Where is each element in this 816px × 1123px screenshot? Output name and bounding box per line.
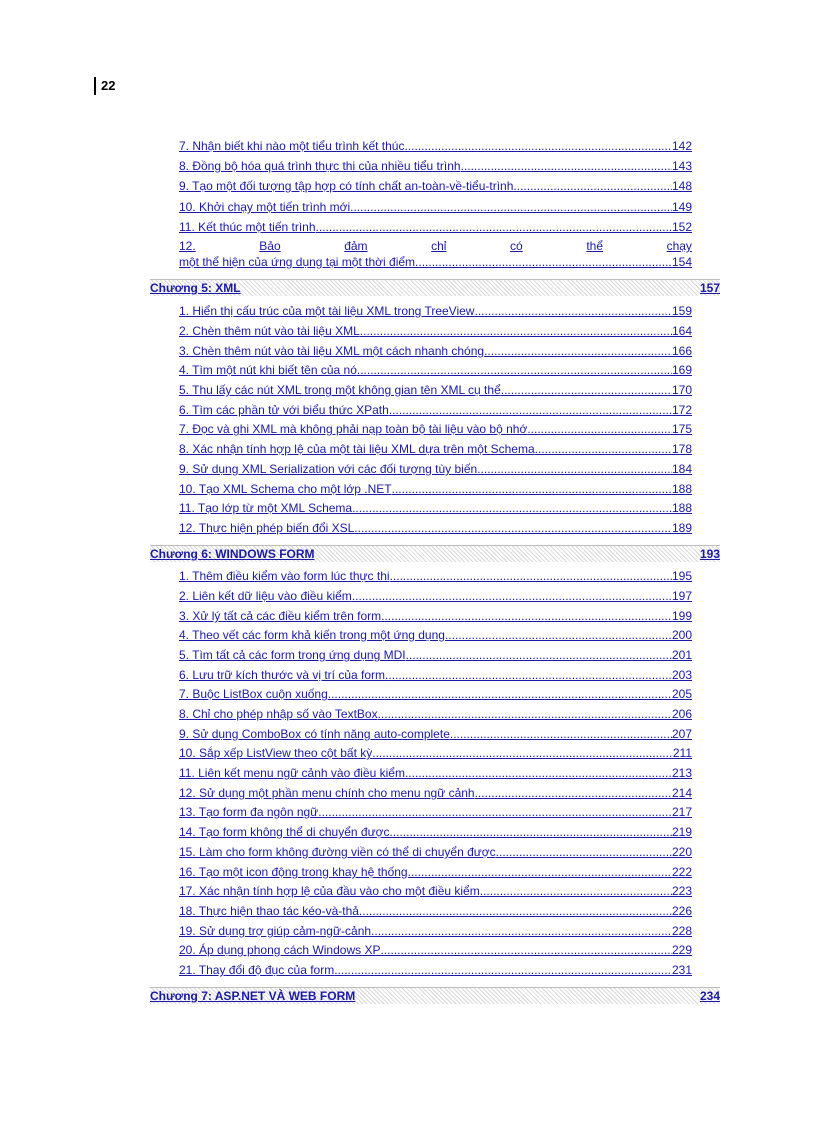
toc-entry[interactable]: 17. Xác nhận tính hợp lệ của đầu vào cho một điều kiểm ..... 223 <box>179 882 692 898</box>
toc-entry[interactable]: 12. Thực hiện phép biến đổi XSL ..... 189 <box>179 519 692 535</box>
toc-entry[interactable]: 10. Sắp xếp ListView theo cột bất kỳ ..... 211 <box>179 744 692 760</box>
toc-entry[interactable]: 9. Sử dụng ComboBox có tính năng auto-complete ..... 207 <box>179 725 692 741</box>
toc-entry[interactable]: 7. Buộc ListBox cuộn xuống ..... 205 <box>179 685 692 701</box>
toc-entry[interactable]: 13. Tạo form đa ngôn ngữ ..... 217 <box>179 803 692 819</box>
toc-entry[interactable]: 7. Đọc và ghi XML mà không phải nạp toàn bộ tài liệu vào bộ nhớ ..... 175 <box>179 420 692 436</box>
toc-entry[interactable]: 2. Liên kết dữ liệu vào điều kiểm ..... 197 <box>179 587 692 603</box>
toc-entry[interactable]: 1. Thêm điều kiểm vào form lúc thực thi ..... 195 <box>179 567 692 583</box>
toc-entry[interactable]: 14. Tạo form không thể di chuyển được ..... 219 <box>179 823 692 839</box>
toc-entry[interactable]: 10. Tạo XML Schema cho một lớp .NET ..... 188 <box>179 480 692 496</box>
toc-entry[interactable]: 19. Sử dụng trợ giúp cảm-ngữ-cảnh ..... 228 <box>179 922 692 938</box>
toc-entry[interactable]: 9. Tạo một đối tượng tập hợp có tính chất an-toàn-về-tiểu-trình ..... 148 <box>179 177 692 193</box>
toc-entry[interactable]: 5. Thu lấy các nút XML trong một không gian tên XML cụ thể ..... 170 <box>179 381 692 397</box>
toc-entry[interactable]: 8. Chỉ cho phép nhập số vào TextBox ..... 206 <box>179 705 692 721</box>
toc-entry[interactable]: 18. Thực hiện thao tác kéo-và-thả ..... 226 <box>179 902 692 918</box>
toc-entry[interactable]: 20. Áp dụng phong cách Windows XP ..... 229 <box>179 941 692 957</box>
toc-entry[interactable]: 15. Làm cho form không đường viền có thể di chuyển được ..... 220 <box>179 843 692 859</box>
toc-entry[interactable]: 4. Tìm một nút khi biết tên của nó ..... 169 <box>179 361 692 377</box>
toc-entry[interactable]: 16. Tạo một icon động trong khay hệ thống ..... 222 <box>179 863 692 879</box>
toc-entry[interactable]: 4. Theo vết các form khả kiến trong một ứng dụng ..... 200 <box>179 626 692 642</box>
page-number: 22 <box>94 77 115 95</box>
chapter-heading-6[interactable]: Chương 6: WINDOWS FORM 193 <box>150 547 720 561</box>
toc-entry[interactable]: 11. Tạo lớp từ một XML Schema ..... 188 <box>179 499 692 515</box>
toc-entry[interactable]: 10. Khởi chạy một tiến trình mới ..... 149 <box>179 198 692 214</box>
toc-entry[interactable]: 6. Tìm các phần tử với biểu thức XPath ..... 172 <box>179 401 692 417</box>
toc-entry[interactable]: 3. Xử lý tất cả các điều kiểm trên form ..... 199 <box>179 607 692 623</box>
toc-entry[interactable]: 11. Kết thúc một tiến trình ..... 152 <box>179 218 692 234</box>
toc-entry[interactable]: 5. Tìm tất cả các form trong ứng dụng MDI ..... 201 <box>179 646 692 662</box>
toc-entry[interactable]: 3. Chèn thêm nút vào tài liệu XML một cách nhanh chóng ..... 166 <box>179 342 692 358</box>
toc-entry[interactable]: 1. Hiển thị cấu trúc của một tài liệu XML trong TreeView ..... 159 <box>179 302 692 318</box>
toc-entry[interactable]: 2. Chèn thêm nút vào tài liệu XML ..... 164 <box>179 322 692 338</box>
toc-entry[interactable]: 6. Lưu trữ kích thước và vị trí của form ..... 203 <box>179 666 692 682</box>
toc-entry[interactable]: 11. Liên kết menu ngữ cảnh vào điều kiểm ..... 213 <box>179 764 692 780</box>
toc-entry-wrapped[interactable]: 12. Bảo đảm chỉ có thể chạy một thể hiện của ứng dụng tại một thời điểm ..... 154 <box>179 237 692 269</box>
toc-entry[interactable]: 8. Đồng bộ hóa quá trình thực thi của nhiều tiểu trình ..... 143 <box>179 157 692 173</box>
toc-entry[interactable]: 9. Sử dụng XML Serialization với các đối tượng tùy biến ..... 184 <box>179 460 692 476</box>
chapter-heading-5[interactable]: Chương 5: XML 157 <box>150 281 720 295</box>
toc-entry[interactable]: 12. Sử dụng một phần menu chính cho menu ngữ cảnh ..... 214 <box>179 784 692 800</box>
chapter-heading-7[interactable]: Chương 7: ASP.NET VÀ WEB FORM 234 <box>150 989 720 1003</box>
toc-entry[interactable]: 8. Xác nhận tính hợp lệ của một tài liệu XML dựa trên một Schema ..... 178 <box>179 440 692 456</box>
toc-entry[interactable]: 21. Thay đổi độ đục của form ..... 231 <box>179 961 692 977</box>
toc-entry[interactable]: 7. Nhận biết khi nào một tiểu trình kết thúc ..... 142 <box>179 137 692 153</box>
